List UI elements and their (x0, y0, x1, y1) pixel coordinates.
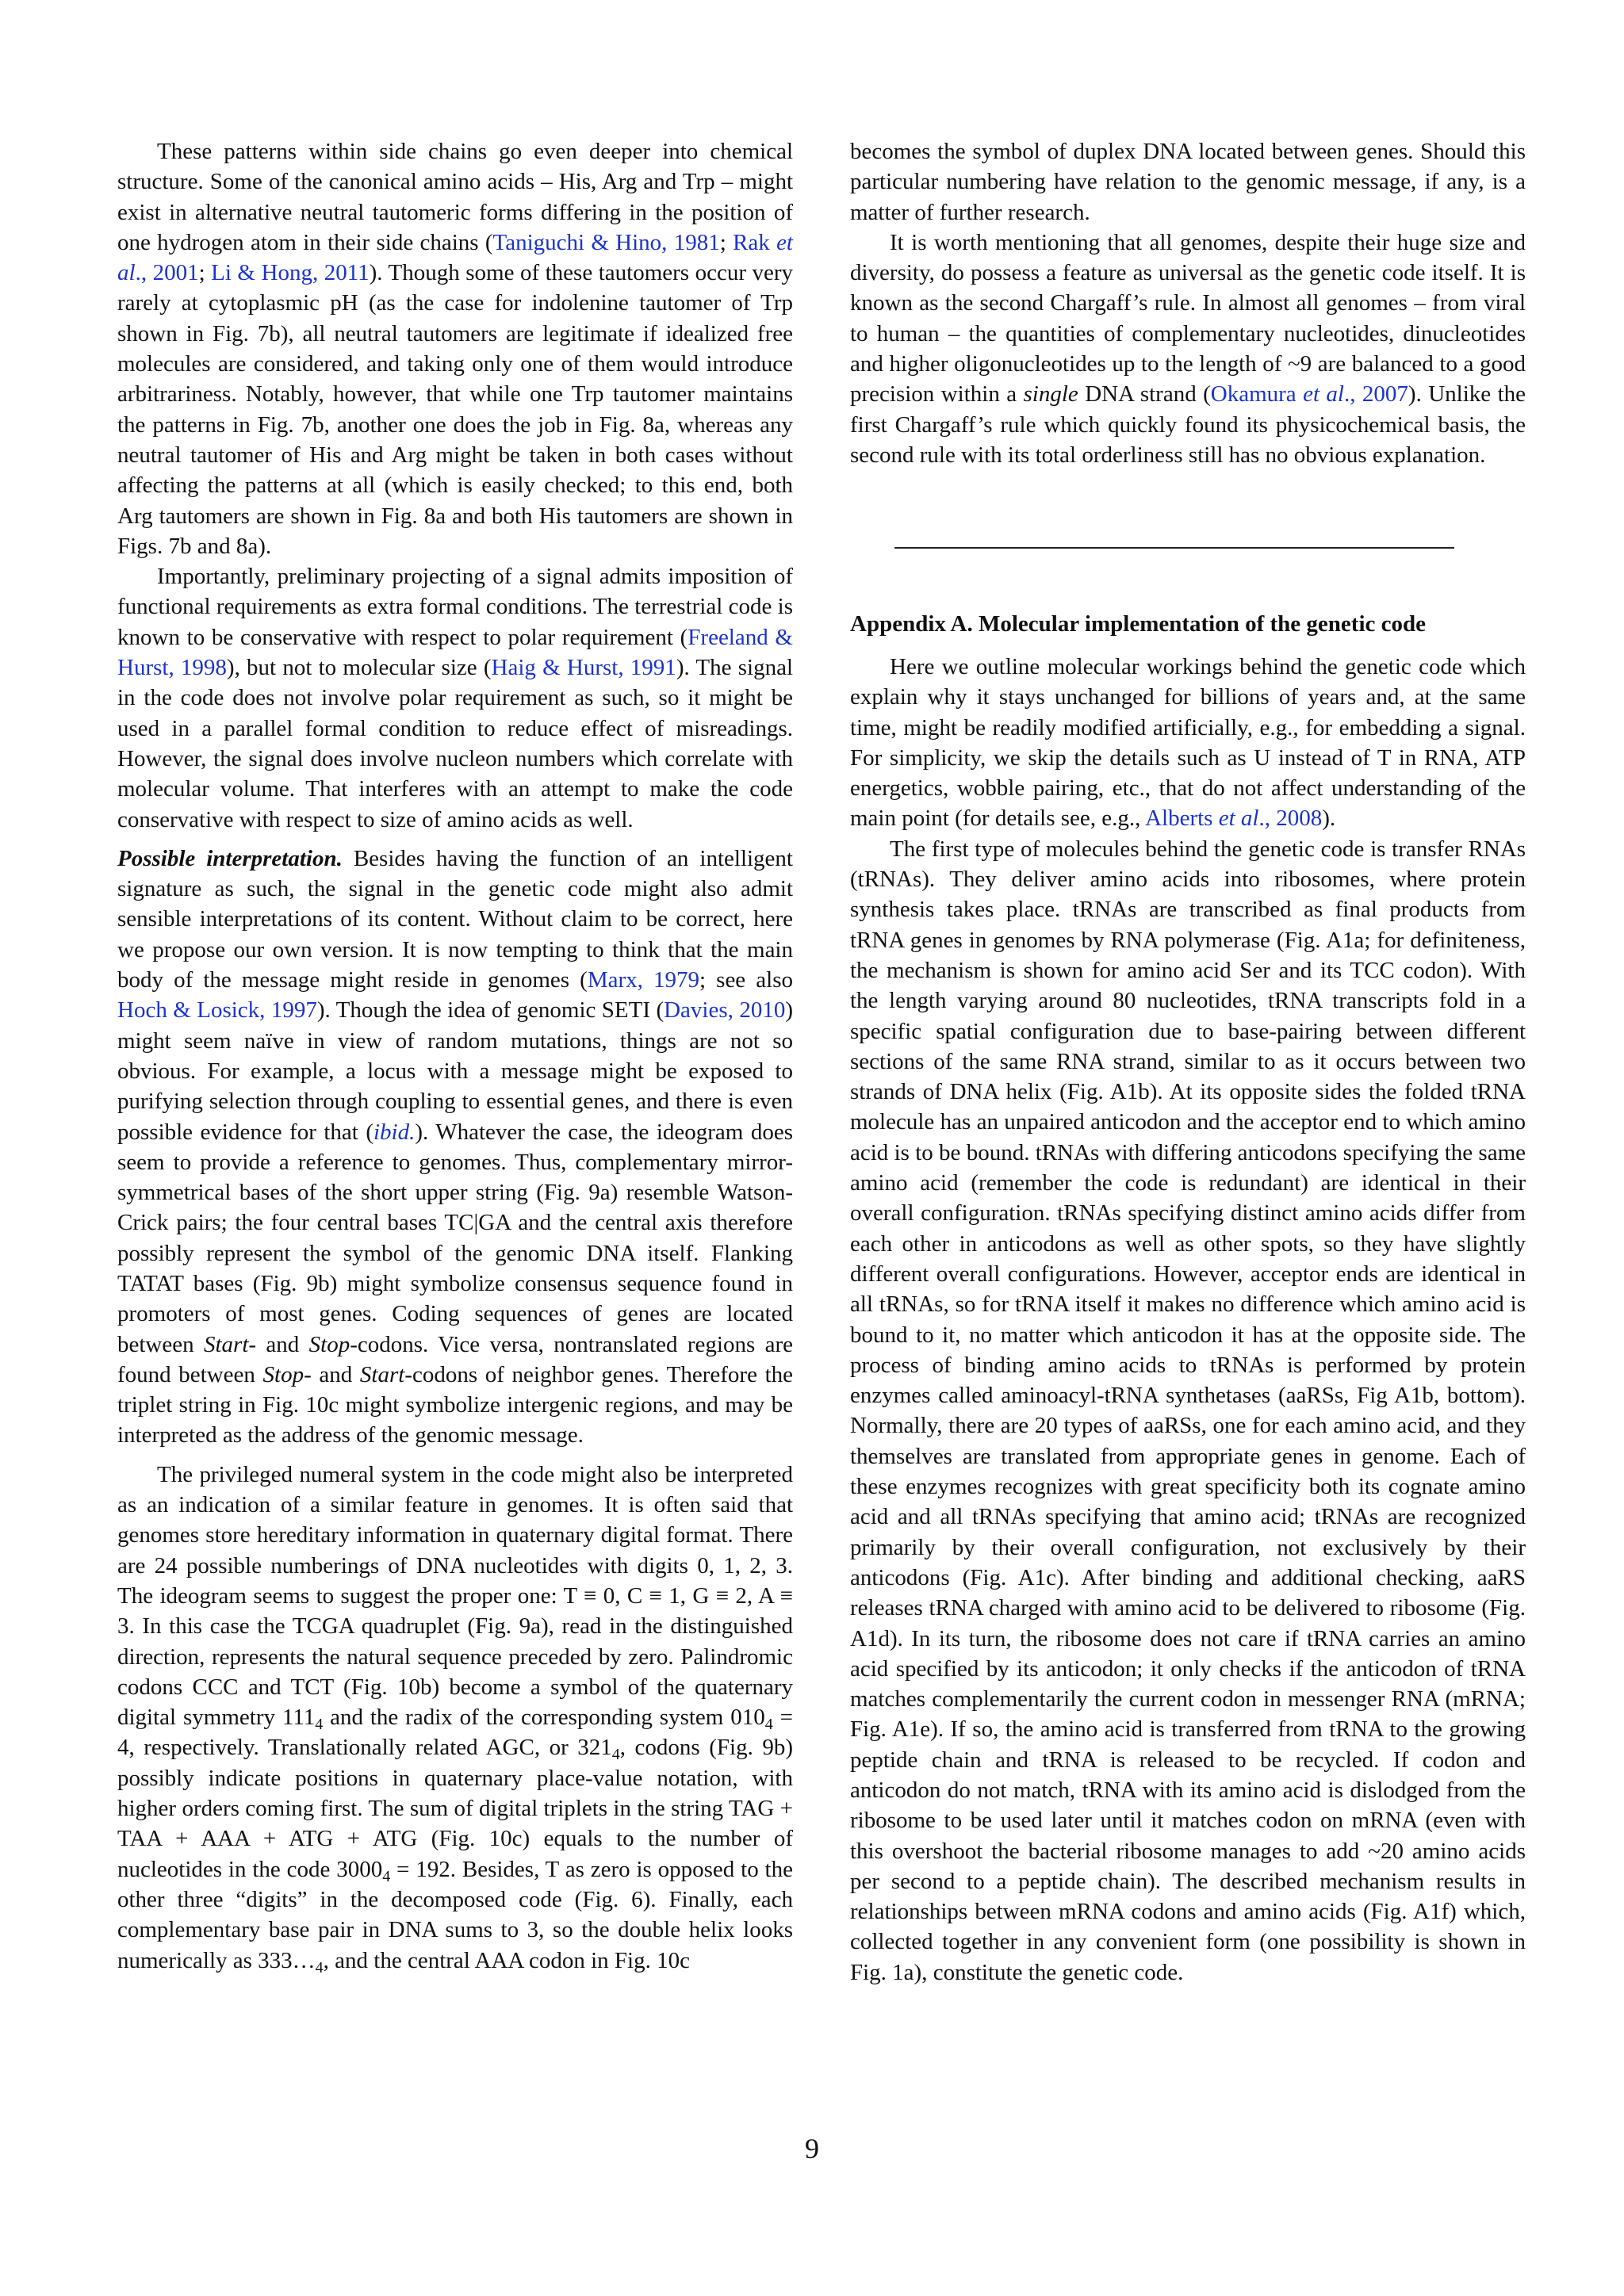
citation-hoch-losick[interactable]: Hoch & Losick, 1997 (117, 997, 317, 1024)
section-heading-possible-interpretation: Possible interpretation. (117, 845, 343, 871)
paragraph-trna-mechanism: The first type of molecules behind the genetic code is transfer RNAs (tRNAs). They deliver amino acids into ribosomes, where protein synthesis takes place. tRNAs are transcribed as final products from tRNA genes in genomes by RNA polymerase (Fig. A1a; for definiteness, the mechanism is shown for amino acid Ser and its TCC codon). With the length varying around 80 nucleotides, tRNA transcripts fold in a specific spatial configuration due to base-pairing between different sections of the same RNA strand, similar to as it occurs between two strands of DNA helix (Fig. A1b). At its opposite sides the folded tRNA molecule has an unpaired anticodon and the acceptor end to which amino acid is to be bound. tRNAs with differing anticodons specifying the same amino acid (remember the code is redundant) are identical in their overall configuration. tRNAs specifying distinct amino acids differ from each other in anticodons as well as other spots, so they have slightly different overall configurations. However, acceptor ends are identical in all tRNAs, so for tRNA itself it makes no difference which amino acid is bound to it, no matter which anticodon it has at the opposite side. The process of binding amino acids to tRNAs is performed by protein enzymes called aminoacyl-tRNA synthetases (aaRSs, Fig A1b, bottom). Normally, there are 20 types of aaRSs, one for each amino acid, and they themselves are translated from appropriate genes in genome. Each of these enzymes recognizes with great specificity both its cognate amino acid and all tRNAs specifying that amino acid; tRNAs are recognized primarily by their overall configuration, not exclusively by their anticodons (Fig. A1c). After binding and additional checking, aaRS releases tRNA charged with amino acid to be delivered to ribosome (Fig. A1d). In its turn, the ribosome does not care if tRNA carries an amino acid specified by its anticodon; it only checks if the anticodon of tRNA matches complementarily the current codon in messenger RNA (mRNA; Fig. A1e). If so, the amino acid is transferred from tRNA to the growing peptide chain and tRNA is released to be recycled. If codon and anticodon do not match, tRNA with its amino acid is dislodged from the ribosome to be used later until it matches codon on mRNA (even with this overshoot the bacterial ribosome manages to add ~20 amino acids per second to a peptide chain). The described mechanism results in relationships between mRNA codons and amino acids (Fig. A1f) which, collected together in any convenient form (one possibility is shown in Fig. 1a), constitute the genetic code. (850, 836, 1526, 1985)
paragraph-functional-requirements: Importantly, preliminary projecting of a signal admits imposition of functional requirements as extra formal conditions. The terrestrial code is known to be conservative with respect to polar requirement (Freeland & Hurst, 1998), but not to molecular size (Haig & Hurst, 1991). The signal in the code does not involve polar requirement as such, so it might be used in a parallel formal condition to reduce effect of misreadings. However, the signal does involve nucleon numbers which correlate with molecular volume. That interferes with an attempt to make the code conservative with respect to size of amino acids as well. (117, 564, 793, 832)
left-column (117, 136, 793, 1976)
appendix-title: Appendix A. Molecular implementation of the genetic code (850, 611, 1427, 637)
citation-taniguchi-hino[interactable]: Taniguchi & Hino, 1981 (492, 229, 720, 255)
citation-haig-hurst[interactable]: Haig & Hurst, 1991 (491, 655, 676, 681)
page-number: 9 (805, 2133, 819, 2164)
section-divider (894, 547, 1454, 549)
citation-li-hong[interactable]: Li & Hong, 2011 (211, 260, 370, 286)
citation-marx[interactable]: Marx, 1979 (587, 967, 699, 993)
paragraph-appendix-intro: Here we outline molecular workings behind the genetic code which explain why it stays unchanged for billions of years and, at the same time, might be readily modified artificially, e.g., for embedding a signal. For simplicity, we skip the details such as U instead of T in RNA, ATP energetics, wobble pairing, etc., that do not affect understanding of the main point (for details see, e.g., Alberts et al., 2008). (850, 654, 1526, 832)
citation-davies[interactable]: Davies, 2010 (664, 997, 786, 1024)
citation-freeland-hurst[interactable]: Freeland & Hurst, 1998 (117, 624, 793, 681)
paragraph-possible-interpretation: Possible interpretation. Besides having the function of an intelligent signature as such, the signal in the genetic code might also admit sensible interpretations of its content. Without claim to be correct, here we propose our own version. It is now tempting to think that the main body of the message might reside in genomes (Marx, 1979; see also Hoch & Losick, 1997). Though the idea of genomic SETI (Davies, 2010) might seem naïve in view of random mutations, things are not so obvious. For example, a locus with a message might be exposed to purifying selection through coupling to essential genes, and there is even possible evidence for that (ibid.). Whatever the case, the ideogram does seem to provide a reference to genomes. Thus, complementary mirror-symmetrical bases of the short upper string (Fig. 9a) resemble Watson-Crick pairs; the four central bases TC|GA and the central axis therefore possibly represent the symbol of the genomic DNA itself. Flanking TATAT bases (Fig. 9b) might symbolize consensus sequence found in promoters of most genes. Coding sequences of genes are located between Start- and Stop-codons. Vice versa, nontranslated regions are found between Stop- and Start-codons of neighbor genes. Therefore the triplet string in Fig. 10c might symbolize intergenic regions, and may be interpreted as the address of the genomic message. (117, 845, 794, 1448)
right-column-appendix (850, 652, 1526, 1988)
paragraph-tautomers: These patterns within side chains go even deeper into chemical structure. Some of the canonical amino acids – His, Arg and Trp – might exist in alternative neutral tautomeric forms differing in the position of one hydrogen atom in their side chains (Taniguchi & Hino, 1981; Rak et al., 2001; Li & Hong, 2011). Though some of these tautomers occur very rarely at cytoplasmic pH (as the case for indolenine tautomer of Trp shown in Fig. 7b), all neutral tautomers are legitimate if idealized free molecules are considered, and taking only one of them would introduce arbitrariness. Notably, however, that while one Trp tautomer maintains the patterns in Fig. 7b, another one does the job in Fig. 8a, whereas any neutral tautomer of His and Arg might be taken in both cases without affecting the patterns at all (which is easily checked; to this end, both Arg tautomers are shown in Fig. 8a and both His tautomers are shown in Figs. 7b and 8a). (117, 139, 794, 559)
paragraph-numeral-system: The privileged numeral system in the code might also be interpreted as an indication of a similar feature in genomes. It is often said that genomes store hereditary information in quaternary digital format. There are 24 possible numberings of DNA nucleotides with digits 0, 1, 2, 3. The ideogram seems to suggest the proper one: T ≡ 0, C ≡ 1, G ≡ 2, A ≡ 3. In this case the TCGA quadruplet (Fig. 9a), read in the distinguished direction, represents the natural sequence preceded by zero. Palindromic codons CCC and TCT (Fig. 10b) become a symbol of the quaternary digital symmetry $111_4$ and the radix of the corresponding system $010_4 = 4$, respectively. Translationally related AGC, or $321_4$, codons (Fig. 9b) possibly indicate positions in quaternary place-value notation, with higher orders coming first. The sum of digital triplets in the string TAG + TAA + AAA + ATG + ATG (Fig. 10c) equals to the number of nucleotides in the code $3000_4 = 192$. Besides, T as zero is opposed to the other three “digits” in the decomposed code (Fig. 6). Finally, each complementary base pair in DNA sums to 3, so the double helix looks numerically as $333\dots_4$, and the central AAA codon in Fig. 10c (117, 1461, 794, 1976)
paragraph-duplex-dna: becomes the symbol of duplex DNA located between genes. Should this particular numbering have relation to the genomic message, if any, is a matter of further research. (850, 139, 1526, 225)
right-column-top (850, 136, 1526, 470)
citation-rak[interactable]: Rak et al., 2001 (117, 229, 793, 286)
citation-alberts[interactable]: Alberts et al., 2008 (1145, 806, 1323, 832)
paragraph-chargaff-rule: It is worth mentioning that all genomes, despite their huge size and diversity, do possess a feature as universal as the genetic code itself. It is known as the second Chargaff’s rule. In almost all genomes – from viral to human – the quantities of complementary nucleotides, dinucleotides and higher oligonucleotides up to the length of ~9 are balanced to a good precision within a single DNA strand (Okamura et al., 2007). Unlike the first Chargaff’s rule which quickly found its physicochemical basis, the second rule with its total orderliness still has no obvious explanation. (850, 229, 1526, 468)
citation-okamura[interactable]: Okamura et al., 2007 (1210, 381, 1408, 408)
citation-ibid[interactable]: ibid. (373, 1119, 416, 1145)
